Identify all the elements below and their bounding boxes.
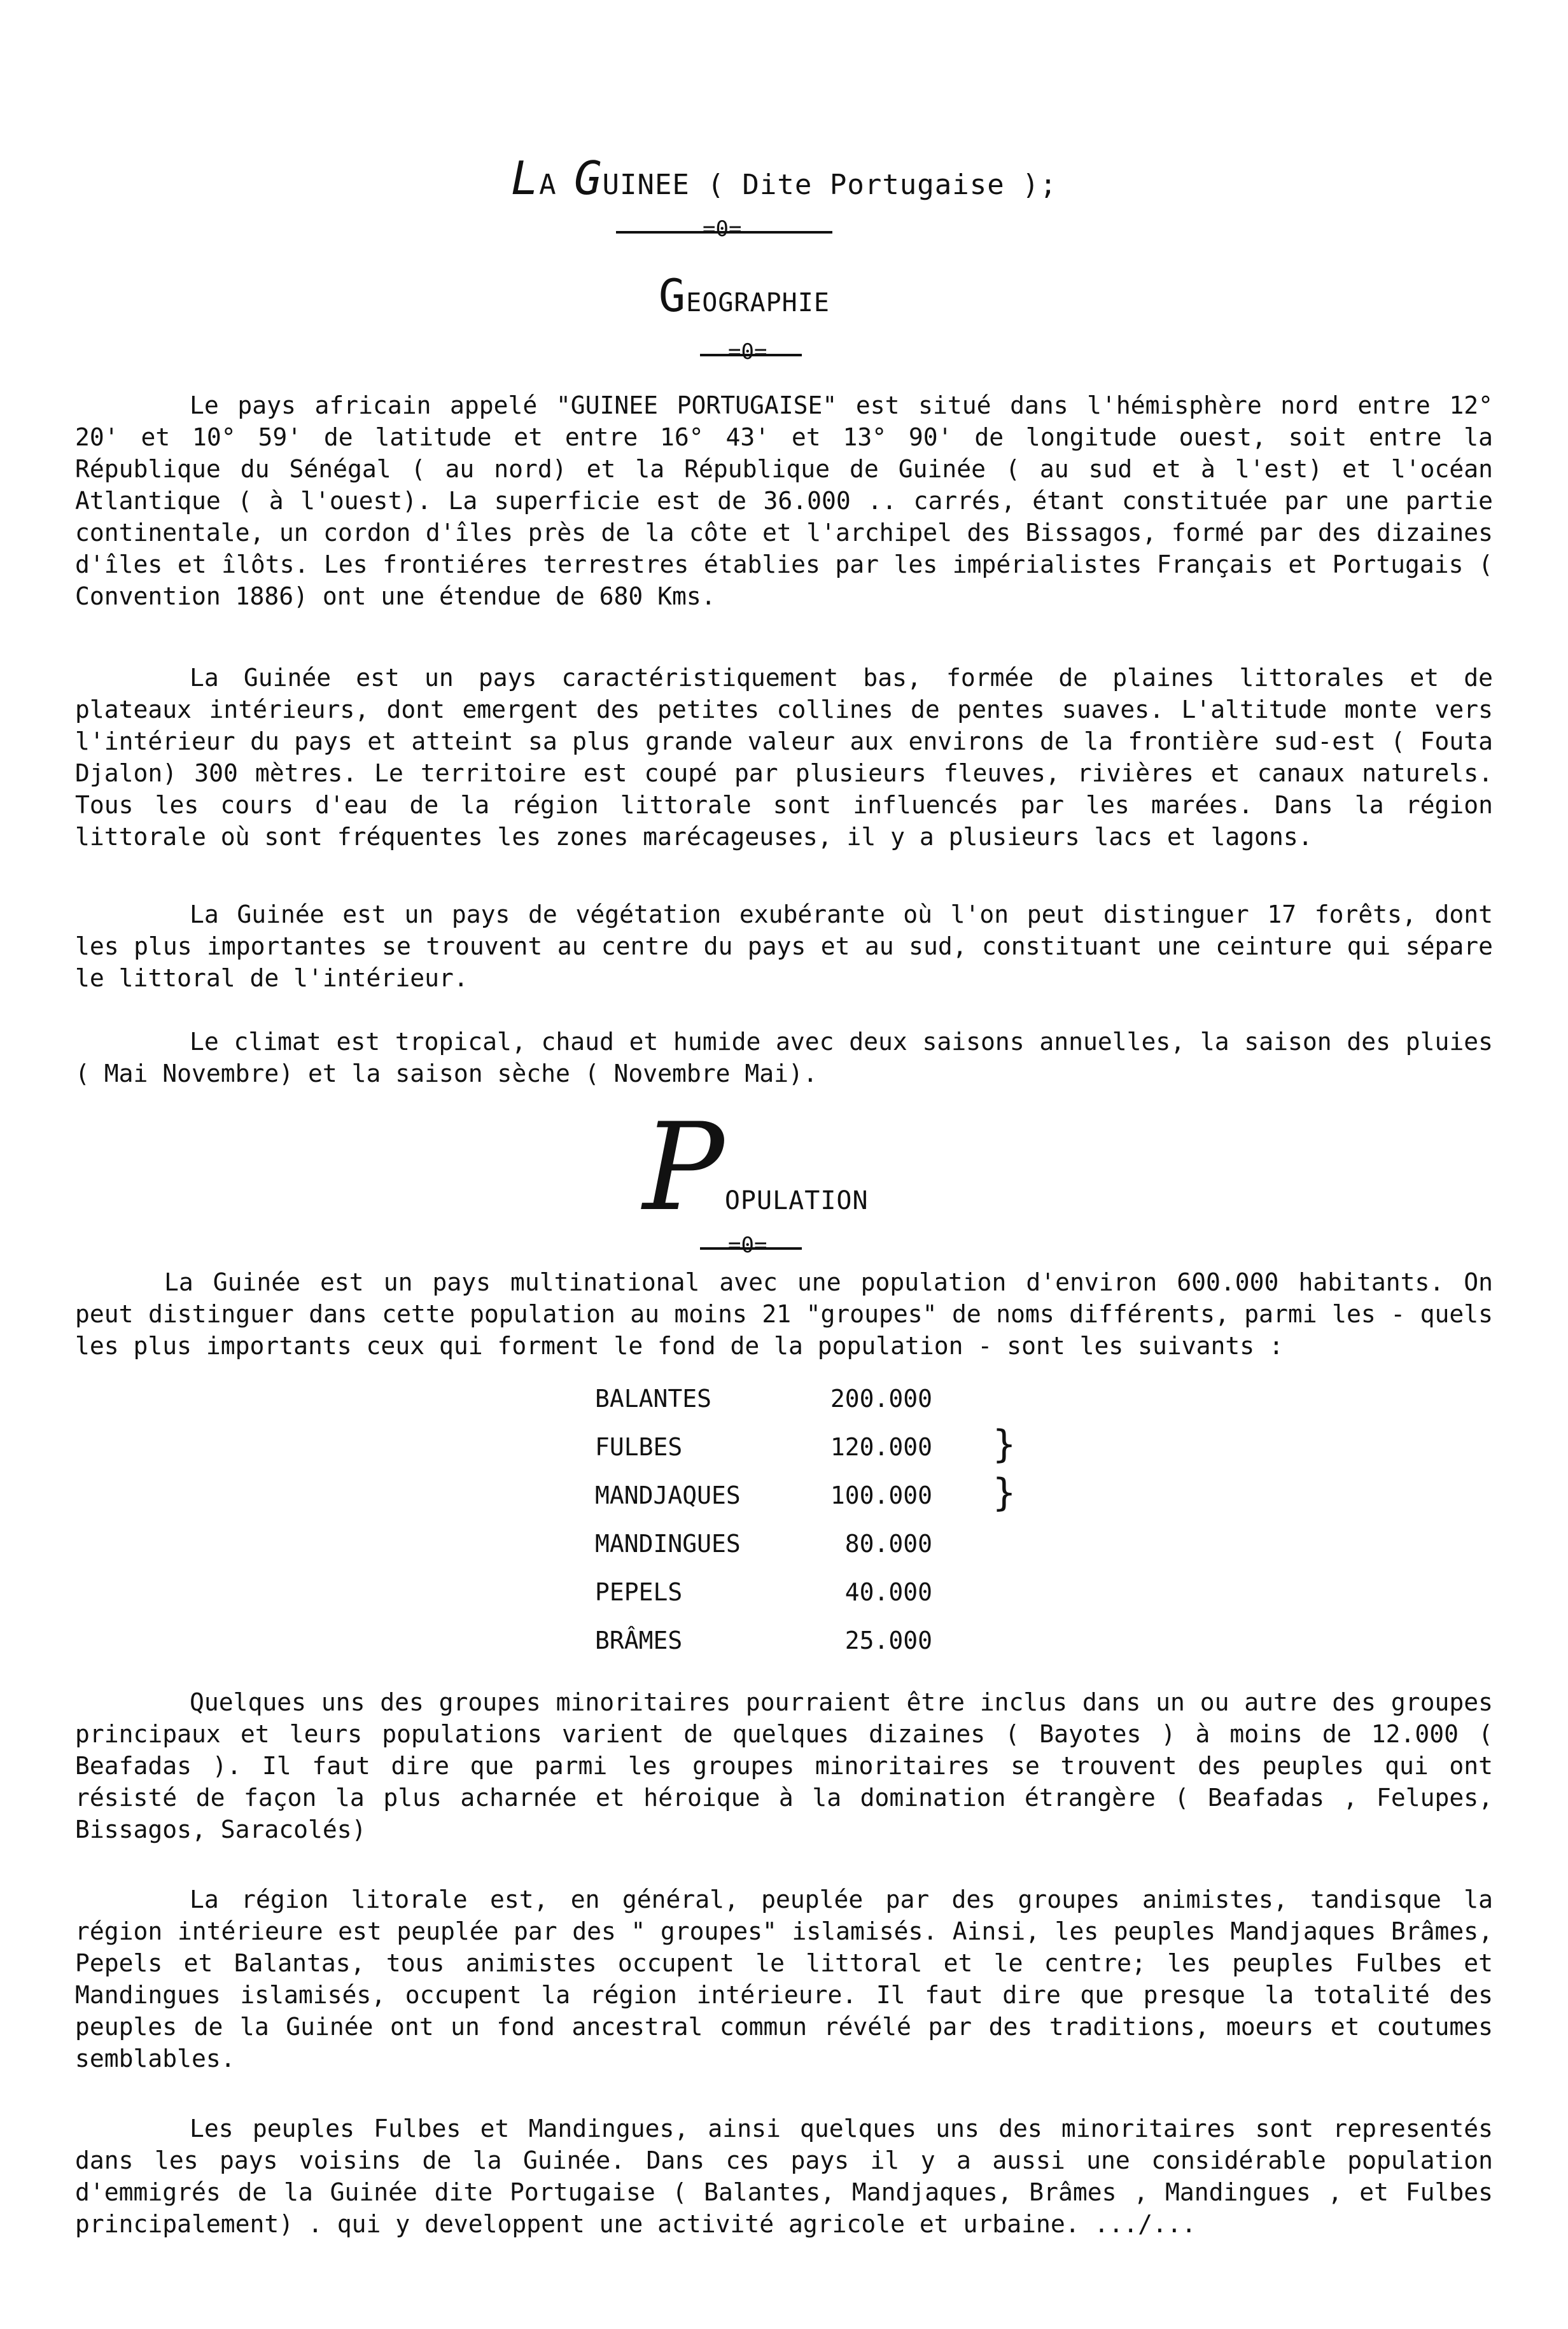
title-part-2: UINEE ( Dite Portugaise );	[602, 169, 1058, 201]
group-value: 100.000	[830, 1481, 932, 1509]
geography-heading-rest: EOGRAPHIE	[686, 288, 830, 318]
population-groups-table	[595, 1374, 932, 1665]
geography-paragraph-4: Le climat est tropical, chaud et humide avec deux saisons annuelles, la saison des pluies ( Mai Novembre) et la saison sèche ( Novembre Mai).	[75, 1028, 1493, 1088]
group-name: MANDJAQUES	[595, 1481, 741, 1509]
table-row	[595, 1374, 932, 1423]
group-name: FULBES	[595, 1433, 683, 1461]
population-paragraph-2: La région litorale est, en général, peuplée par des groupes animistes, tandisque la région intérieure est peuplée par des " groupes" islamisés. Ainsi, les peuples Mandjaques Brâmes, Pepels et Balantas, tous animistes occupent le littoral et le centre; les peuples Fulbes et Mandingues islamisés, occupent la région intérieure. Il faut dire que presque la totalité des peuples de la Guinée ont un fond ancestral commun révélé par des traditions, moeurs et coutumes semblables.	[75, 1885, 1493, 2073]
population-intro: La Guinée est un pays multinational avec une population d'environ 600.000 habitants. On peut distinguer dans cette population au moins 21 "groupes" de noms différents, parmi les - quels les plus importants ceux qui forment le fond de la population - sont les suivants :	[75, 1268, 1493, 1360]
group-name: BALANTES	[595, 1385, 712, 1413]
geography-separator: =0=	[728, 339, 767, 365]
title-initial-l: L	[510, 151, 540, 205]
population-paragraph-3: Les peuples Fulbes et Mandingues, ainsi quelques uns des minoritaires sont representés dans les pays voisins de la Guinée. Dans ces pays il y a aussi une considérable population d'emmigrés de la Guinée dite Portugaise ( Balantes, Mandjaques, Brâmes , Mandingues , et Fulbes principalement) . qui y developpent une activité agricole et urbaine. .../...	[75, 2115, 1493, 2238]
title-initial-g: G	[574, 151, 603, 205]
group-name: PEPELS	[595, 1578, 683, 1606]
population-heading-rest: OPULATION	[724, 1186, 869, 1215]
group-name: BRÂMES	[595, 1626, 683, 1654]
document-title	[0, 151, 1568, 205]
table-row	[595, 1568, 932, 1616]
group-value: 80.000	[844, 1530, 932, 1558]
group-value: 40.000	[844, 1578, 932, 1606]
table-row	[595, 1423, 932, 1471]
table-row	[595, 1616, 932, 1665]
group-name: MANDINGUES	[595, 1530, 741, 1558]
title-separator: =0=	[703, 216, 742, 242]
population-heading	[643, 1097, 869, 1238]
brace-mark-icon: }	[993, 1422, 1016, 1467]
group-value: 200.000	[830, 1385, 932, 1413]
geography-paragraph-2: La Guinée est un pays caractéristiquement bas, formée de plaines littorales et de plateaux intérieurs, dont emergent des petites collines de pentes suaves. L'altitude monte vers l'intérieur du pays et atteint sa plus grande valeur aux environs de la frontière sud-est ( Fouta Djalon) 300 mètres. Le territoire est coupé par plusieurs fleuves, rivières et canaux naturels. Tous les cours d'eau de la région littorale sont influencés par les marées. Dans la région littorale où sont fréquentes les zones marécageuses, il y a plusieurs lacs et lagons.	[75, 664, 1493, 851]
population-paragraph-1: Quelques uns des groupes minoritaires pourraient être inclus dans un ou autre des groupes principaux et leurs populations varient de quelques dizaines ( Bayotes ) à moins de 12.000 ( Beafadas ). Il faut dire que parmi les groupes minoritaires se trouvent des peuples qui ont résisté de façon la plus acharnée et héroique à la domination étrangère ( Beafadas , Felupes, Bissagos, Saracolés)	[75, 1688, 1493, 1843]
geography-initial: G	[659, 270, 687, 322]
group-value: 25.000	[844, 1626, 932, 1654]
table-row	[595, 1520, 932, 1568]
geography-paragraph-3: La Guinée est un pays de végétation exubérante où l'on peut distinguer 17 forêts, dont les plus importantes se trouvent au centre du pays et au sud, constituant une ceinture qui sépare le littoral de l'intérieur.	[75, 900, 1493, 992]
geography-heading	[659, 270, 830, 322]
table-row	[595, 1471, 932, 1520]
brace-mark-icon: }	[993, 1471, 1016, 1515]
group-value: 120.000	[830, 1433, 932, 1461]
population-separator: =0=	[728, 1233, 767, 1258]
geography-paragraph-1: Le pays africain appelé "GUINEE PORTUGAISE" est situé dans l'hémisphère nord entre 12° 20' et 10° 59' de latitude et entre 16° 43' et 13° 90' de longitude ouest, soit entre la République du Sénégal ( au nord) et la République de Guinée ( au sud et à l'est) et l'océan Atlantique ( à l'ouest). La superficie est de 36.000 .. carrés, étant constituée par une partie continentale, un cordon d'îles près de la côte et l'archipel des Bissagos, formé par des dizaines d'îles et îlôts. Les frontiéres terrestres établies par les impérialistes Français et Portugais ( Convention 1886) ont une étendue de 680 Kms.	[75, 391, 1493, 610]
title-part-1: A	[539, 169, 575, 201]
population-initial: P	[643, 1097, 725, 1238]
